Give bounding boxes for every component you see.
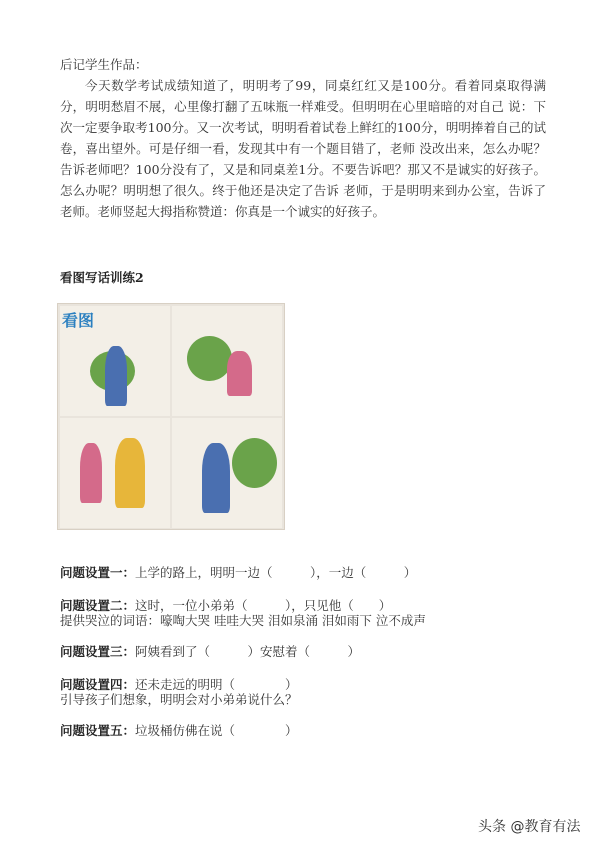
picture-logo: 看图 (62, 311, 95, 330)
picture-story-image (57, 303, 285, 530)
question-2-note: 提供哭泣的词语：嚎啕大哭 哇哇大哭 泪如泉涌 泪如雨下 泣不成声 (60, 613, 426, 628)
after-note-title: 后记学生作品： (60, 57, 148, 72)
question-3: 问题设置三：阿姨看到了（ ）安慰着（ ） (60, 644, 361, 659)
question-2: 问题设置二：这时，一位小弟弟（ ），只见他（ ） (60, 598, 392, 613)
question-1: 问题设置一：上学的路上，明明一边（ ），一边（ ） (60, 565, 417, 580)
question-4: 问题设置四：还未走远的明明（ ） (60, 677, 298, 692)
question-5: 问题设置五：垃圾桶仿佛在说（ ） (60, 723, 298, 738)
watermark: 头条 @教育有法 (478, 819, 581, 835)
section-title: 看图写话训练2 (60, 270, 144, 285)
student-essay: 今天数学考试成绩知道了，明明考了99，同桌红红又是100分。看着同桌取得满分，明明愁眉不展，心里像打翻了五味瓶一样难受。但明明在心里暗暗的对自己 说：下次一定要争取考100分。又一次考试，明明看着试卷上鲜红的100分，明明捧着自己的试卷，喜出望外。可是仔细一看，发现其中有一个题目错了，老师 没改出来，怎么办呢？告诉老师吧？100分没有了，又是和同桌差1分。不要告诉吧？那又不是诚实的好孩子。怎么办呢？明明想了很久。终于他还是决定了告诉 老师，于是明明来到办公室，告诉了老师。老师竖起大拇指称赞道：你真是一个诚实的好孩子。 (60, 78, 546, 219)
question-4-note: 引导孩子们想象，明明会对小弟弟说什么？ (60, 692, 298, 707)
